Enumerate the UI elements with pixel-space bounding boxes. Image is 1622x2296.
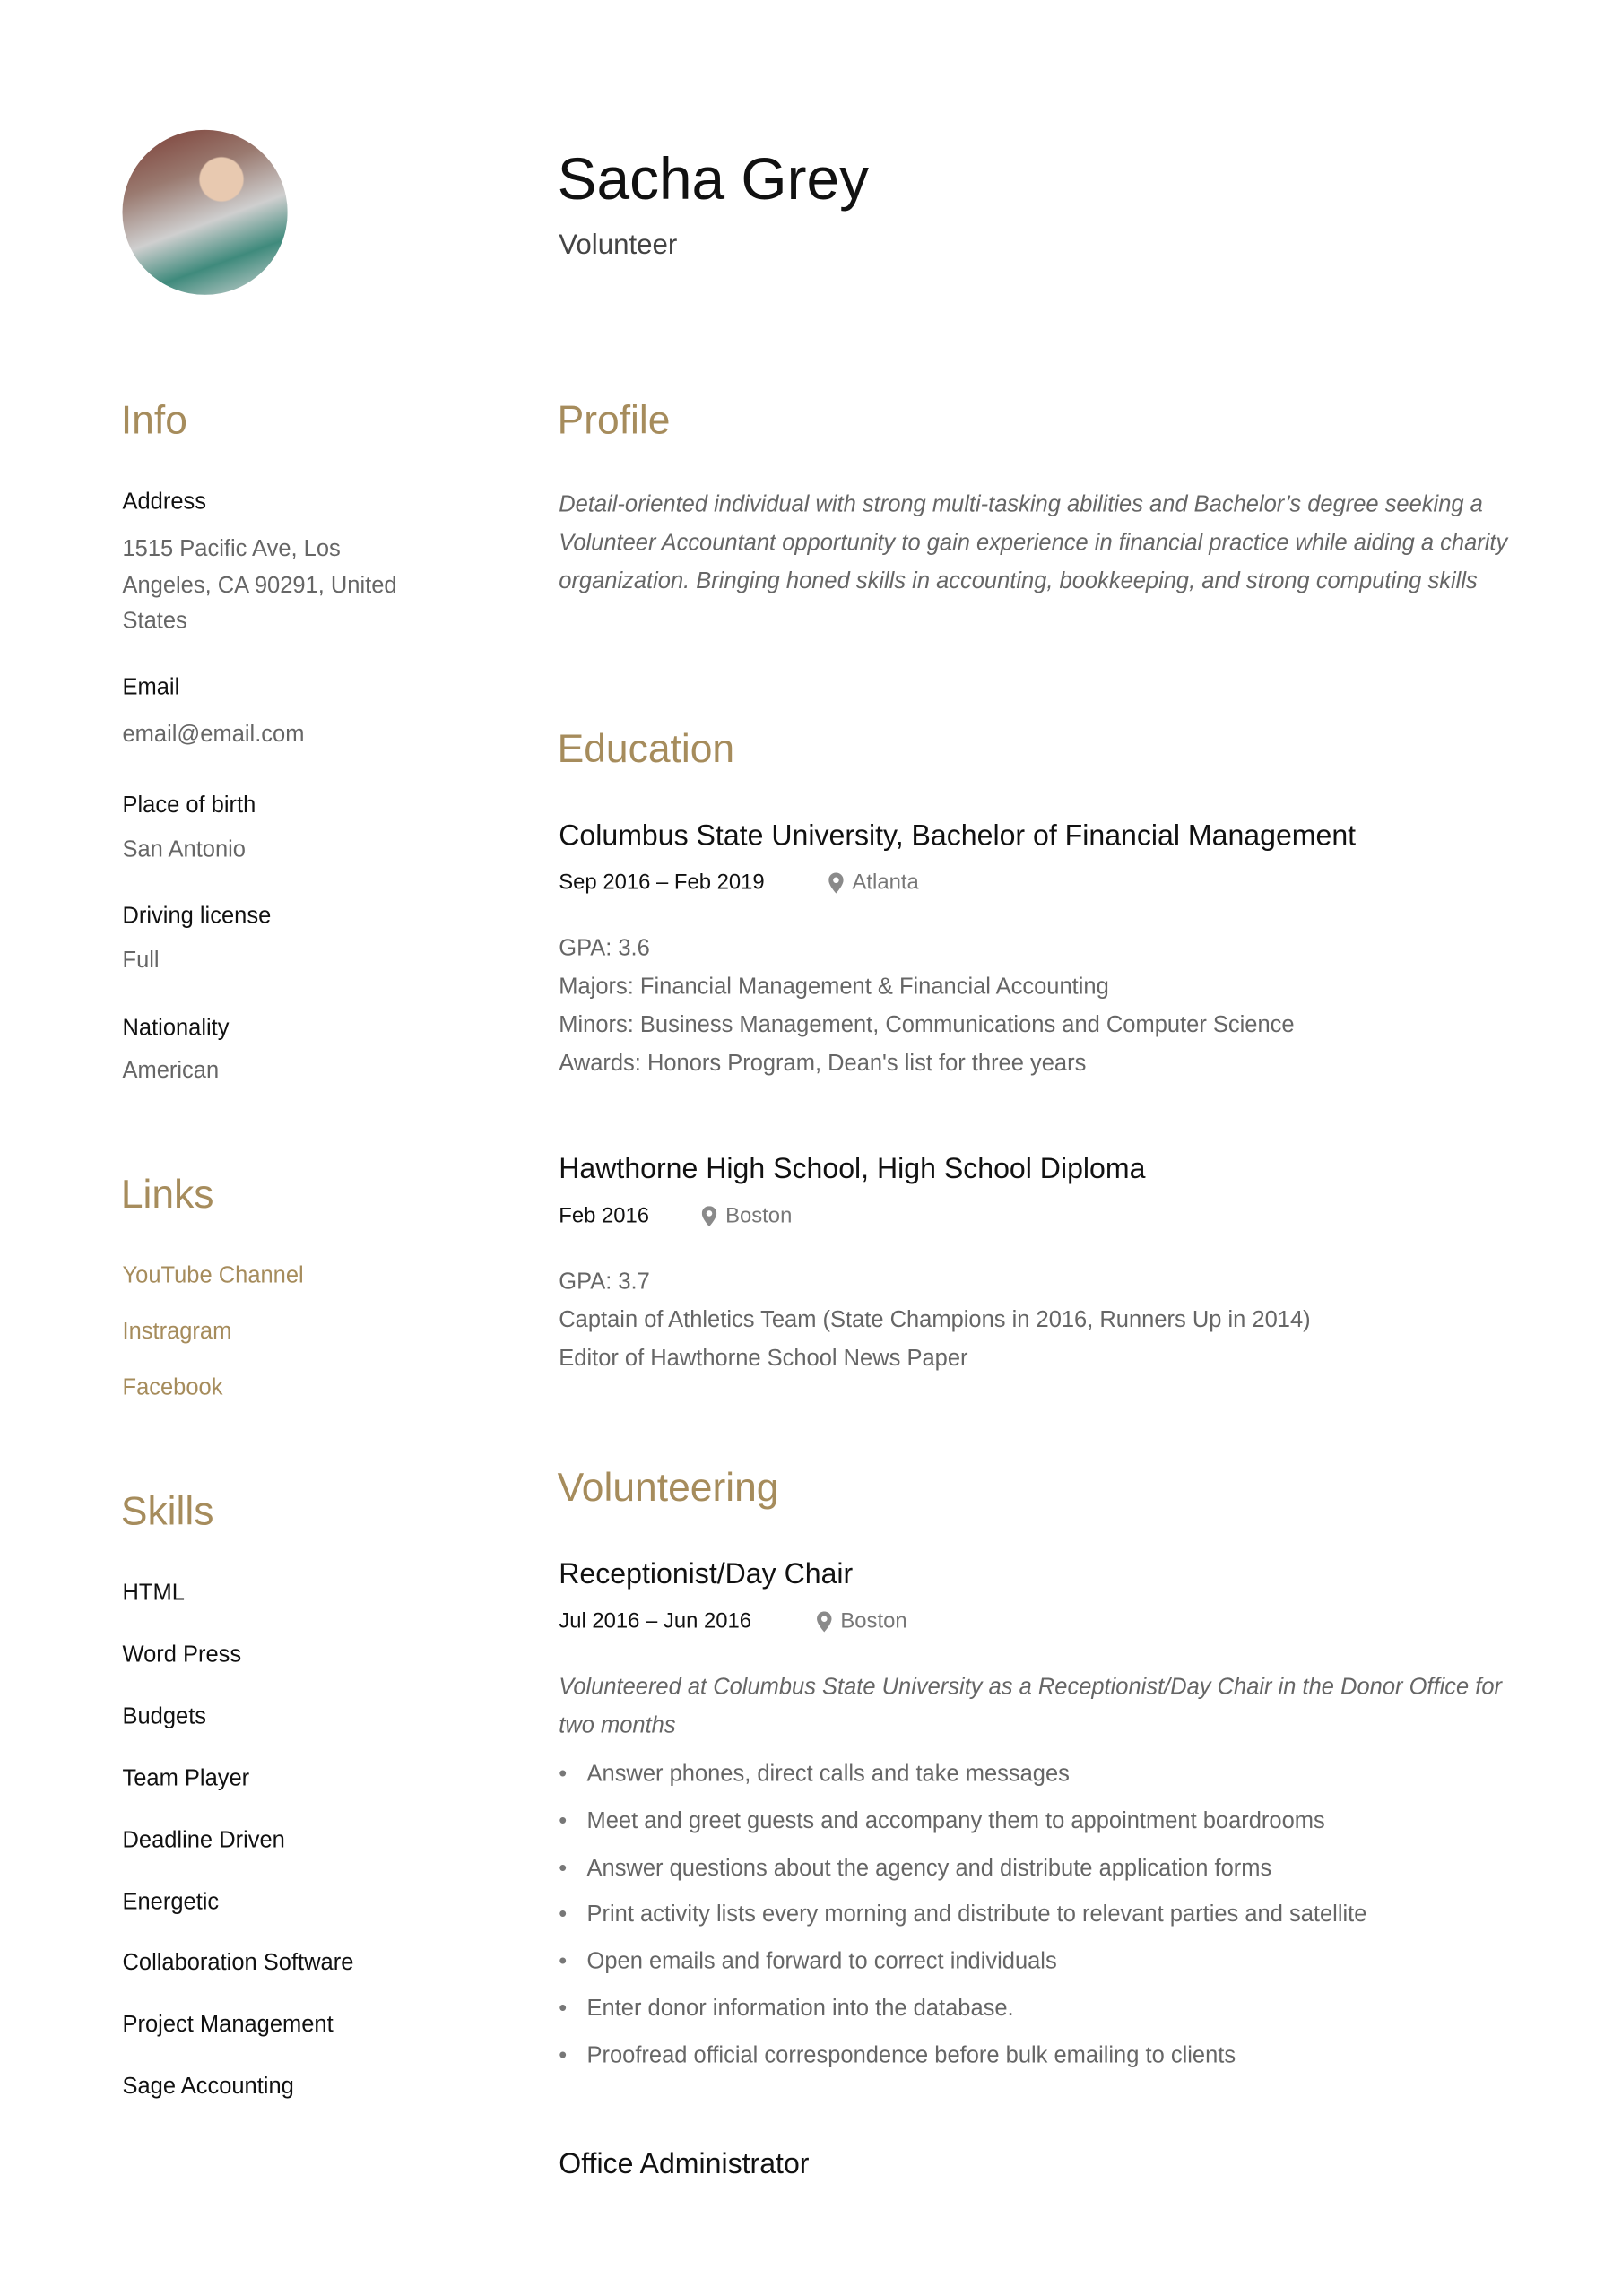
education-details: [559, 931, 1294, 1084]
info-heading: Info: [120, 398, 187, 443]
volunteering-date: Jul 2016 – Jun 2016: [559, 1609, 752, 1634]
candidate-role: Volunteer: [559, 230, 678, 262]
bullet-text: Print activity lists every morning and distribute to relevant parties and satellite: [586, 1902, 1367, 1928]
links-heading: Links: [120, 1172, 214, 1217]
profile-heading: Profile: [557, 398, 671, 443]
detail-line: Minors: Business Management, Communications and Computer Science: [559, 1012, 1295, 1038]
bullet-item: [559, 1995, 1013, 2024]
address-value: [122, 533, 396, 641]
profile-photo: [122, 130, 287, 295]
skill-item: HTML: [122, 1580, 185, 1606]
education-location: [702, 1201, 793, 1231]
detail-line: GPA: 3.7: [559, 1269, 650, 1295]
email-label: Email: [122, 675, 180, 701]
bullet-text: Open emails and forward to correct individuals: [586, 1949, 1057, 1974]
education-heading: Education: [557, 726, 735, 772]
driving-license-label: Driving license: [122, 904, 272, 930]
education-location: [828, 869, 919, 898]
bullet-text: Meet and greet guests and accompany them to appointment boardrooms: [586, 1808, 1325, 1834]
bullet-text: Proofread official correspondence before bulk emailing to clients: [586, 2043, 1236, 2069]
facebook-link[interactable]: Facebook: [122, 1375, 223, 1401]
skill-item: Team Player: [122, 1766, 250, 1792]
instagram-link[interactable]: Instragram: [122, 1319, 232, 1345]
skill-item: Energetic: [122, 1890, 220, 1916]
education-title: Columbus State University, Bachelor of Financial Management: [559, 819, 1357, 853]
volunteering-description: Volunteered at Columbus State University as a Receptionist/Day Chair in the Donor Office for two months: [559, 1675, 1503, 1738]
location-text: Atlanta: [852, 871, 919, 896]
youtube-link[interactable]: YouTube Channel: [122, 1263, 304, 1289]
address-line: 1515 Pacific Ave, Los: [122, 536, 341, 562]
detail-line: Captain of Athletics Team (State Champions in 2016, Runners Up in 2014): [559, 1307, 1311, 1333]
volunteering-title: Receptionist/Day Chair: [559, 1558, 854, 1591]
bullet-text: Answer phones, direct calls and take messages: [586, 1762, 1070, 1788]
volunteering-location: [817, 1607, 907, 1637]
skill-item: Collaboration Software: [122, 1950, 354, 1976]
education-date: Sep 2016 – Feb 2019: [559, 871, 765, 896]
driving-license-value: Full: [122, 948, 160, 974]
bullet-item: [559, 1901, 1366, 1930]
profile-summary: Detail-oriented individual with strong multi-tasking abilities and Bachelor’s degree seeking a Volunteer Accountant opportunity to gain experience in financial practice while aiding a charity organization. Bringing honed skills in accounting, bookkeeping, and strong computing skills: [559, 492, 1508, 594]
bullet-item: [559, 1855, 1271, 1884]
bullet-item: [559, 1761, 1070, 1790]
education-title: Hawthorne High School, High School Diploma: [559, 1152, 1146, 1186]
location-text: Boston: [725, 1204, 793, 1228]
detail-line: Awards: Honors Program, Dean's list for three years: [559, 1051, 1087, 1077]
nationality-value: American: [122, 1058, 220, 1084]
education-details: [559, 1263, 1310, 1378]
detail-line: GPA: 3.6: [559, 936, 650, 962]
location-text: Boston: [840, 1609, 907, 1634]
address-label: Address: [122, 489, 207, 515]
skill-item: Budgets: [122, 1704, 207, 1729]
bullet-text: Enter donor information into the database.: [586, 1996, 1014, 2022]
bullet-text: Answer questions about the agency and distribute application forms: [586, 1856, 1272, 1882]
location-pin-icon: [828, 873, 843, 894]
detail-line: Majors: Financial Management & Financial Accounting: [559, 975, 1109, 1000]
bullet-item: [559, 1947, 1056, 1977]
skill-item: Project Management: [122, 2012, 334, 2038]
email-value: email@email.com: [122, 722, 305, 748]
bullet-item: [559, 1807, 1324, 1837]
candidate-name: Sacha Grey: [557, 147, 869, 212]
skills-heading: Skills: [120, 1488, 214, 1534]
address-line: States: [122, 609, 187, 635]
nationality-label: Nationality: [122, 1016, 230, 1042]
education-date: Feb 2016: [559, 1204, 650, 1228]
location-pin-icon: [702, 1206, 716, 1226]
skill-item: Word Press: [122, 1642, 242, 1668]
volunteering-heading: Volunteering: [557, 1465, 779, 1510]
address-line: Angeles, CA 90291, United: [122, 572, 397, 598]
birthplace-value: San Antonio: [122, 837, 246, 863]
skill-item: Deadline Driven: [122, 1828, 285, 1854]
location-pin-icon: [817, 1611, 831, 1632]
detail-line: Editor of Hawthorne School News Paper: [559, 1346, 968, 1372]
skill-item: Sage Accounting: [122, 2074, 294, 2100]
birthplace-label: Place of birth: [122, 793, 256, 819]
bullet-item: [559, 2042, 1236, 2072]
volunteering-title: Office Administrator: [559, 2148, 810, 2181]
